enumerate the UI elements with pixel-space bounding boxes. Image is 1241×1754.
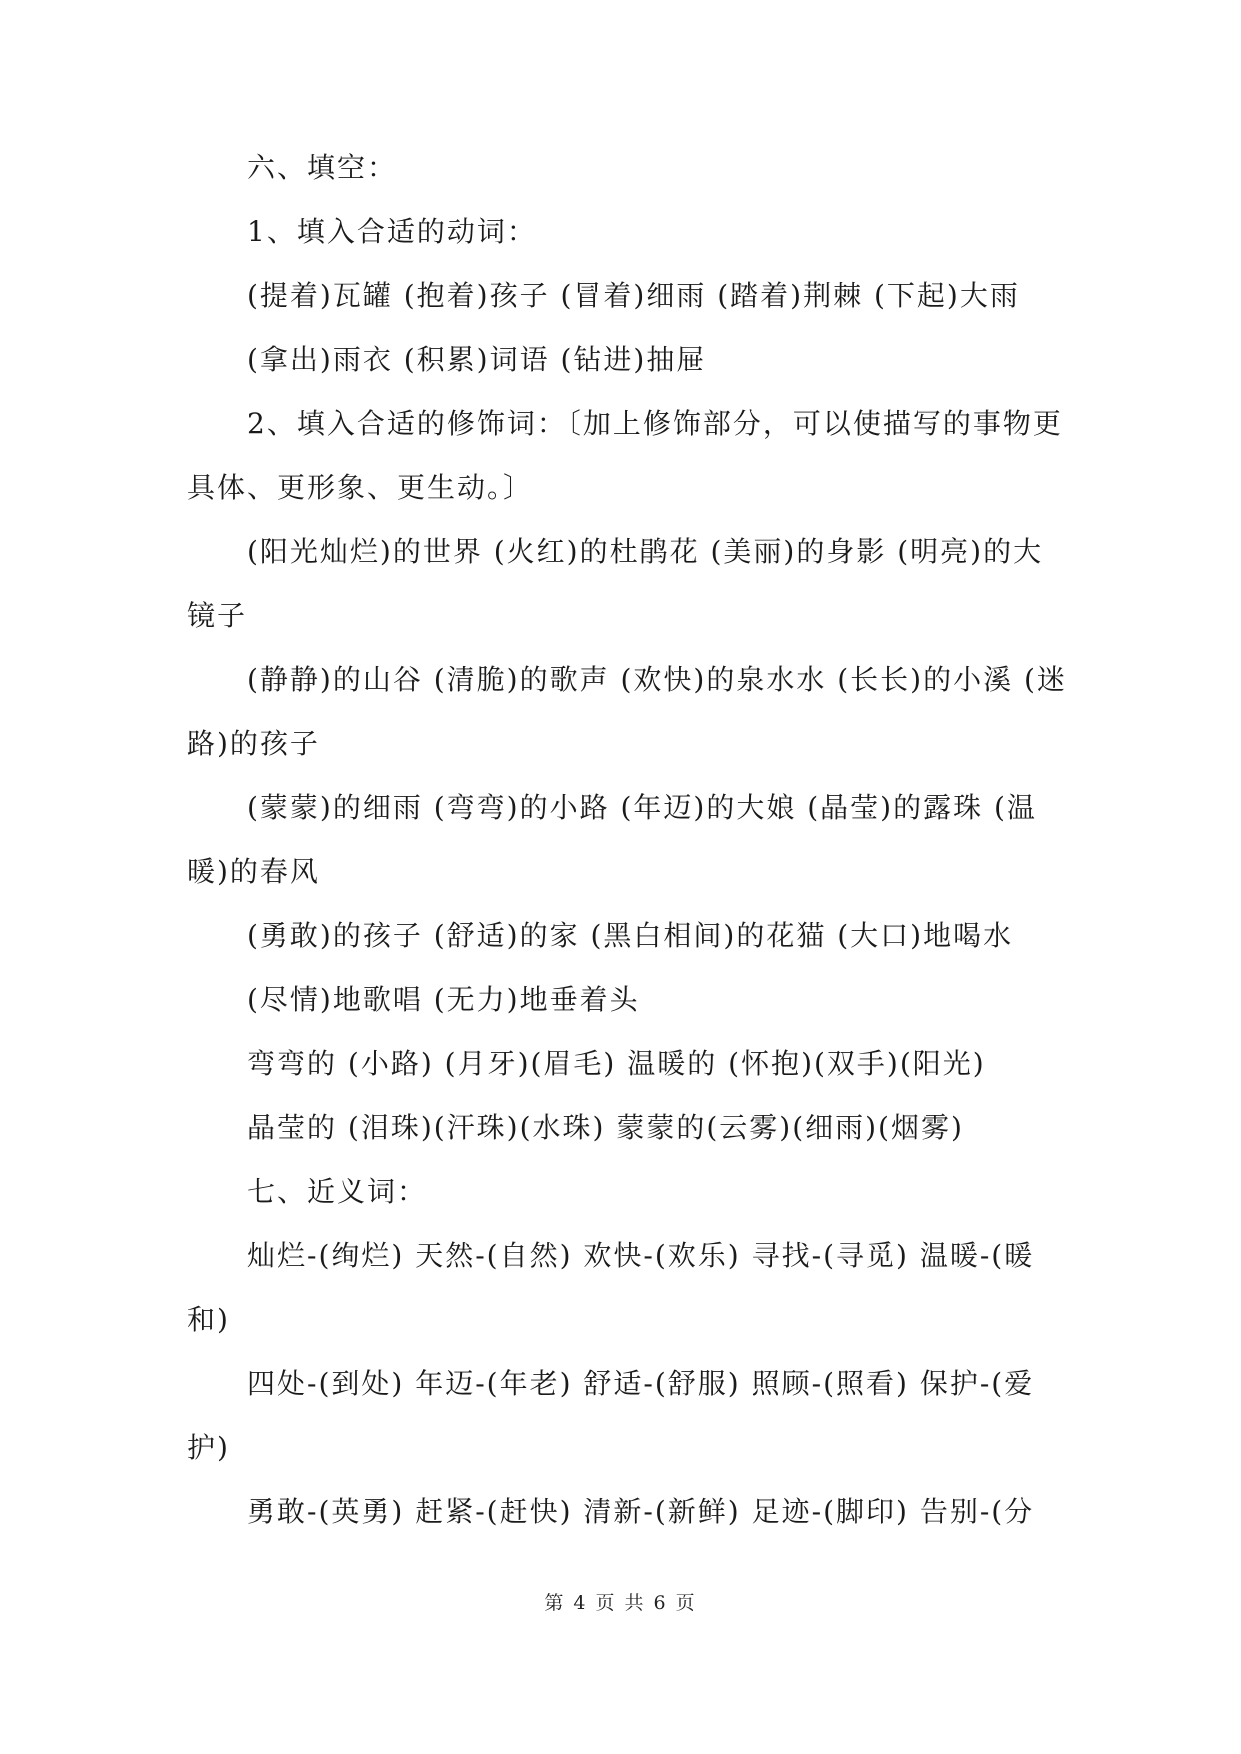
text-line: 晶莹的 (泪珠)(汗珠)(水珠) 蒙蒙的(云雾)(细雨)(烟雾) [247,1111,964,1144]
text-line: (拿出)雨衣 (积累)词语 (钻进)抽屉 [247,343,707,376]
text-line: 灿烂-(绚烂) 天然-(自然) 欢快-(欢乐) 寻找-(寻觅) 温暖-(暖 [247,1239,1035,1272]
text-line: 弯弯的 (小路) (月牙)(眉毛) 温暖的 (怀抱)(双手)(阳光) [247,1047,986,1080]
text-line: 镜子 [187,599,248,632]
text-line: 四处-(到处) 年迈-(年老) 舒适-(舒服) 照顾-(照看) 保护-(爱 [247,1367,1035,1400]
text-line: 路)的孩子 [187,727,320,760]
page-number-footer: 第 4 页 共 6 页 [544,1592,697,1614]
text-line: 勇敢-(英勇) 赶紧-(赶快) 清新-(新鲜) 足迹-(脚印) 告别-(分 [247,1495,1035,1528]
text-line: (勇敢)的孩子 (舒适)的家 (黑白相间)的花猫 (大口)地喝水 [247,919,1014,952]
text-line: 护) [187,1431,230,1464]
subheading-modifiers: 2、填入合适的修饰词：〔加上修饰部分，可以使描写的事物更 [247,407,1063,440]
section-heading-synonyms: 七、近义词： [247,1175,428,1208]
text-line: 具体、更形象、更生动。〕 [187,471,534,504]
text-line: (阳光灿烂)的世界 (火红)的杜鹃花 (美丽)的身影 (明亮)的大 [247,535,1044,568]
text-line: 暖)的春风 [187,855,320,888]
text-line: (静静)的山谷 (清脆)的歌声 (欢快)的泉水水 (长长)的小溪 (迷 [247,663,1067,696]
text-line: (提着)瓦罐 (抱着)孩子 (冒着)细雨 (踏着)荆棘 (下起)大雨 [247,279,1020,312]
text-line: (蒙蒙)的细雨 (弯弯)的小路 (年迈)的大娘 (晶莹)的露珠 (温 [247,791,1037,824]
text-line: (尽情)地歌唱 (无力)地垂着头 [247,983,640,1016]
subheading-verbs: 1、填入合适的动词： [247,215,537,248]
section-heading-fill-blank: 六、填空： [247,151,398,184]
text-line: 和) [187,1303,230,1336]
